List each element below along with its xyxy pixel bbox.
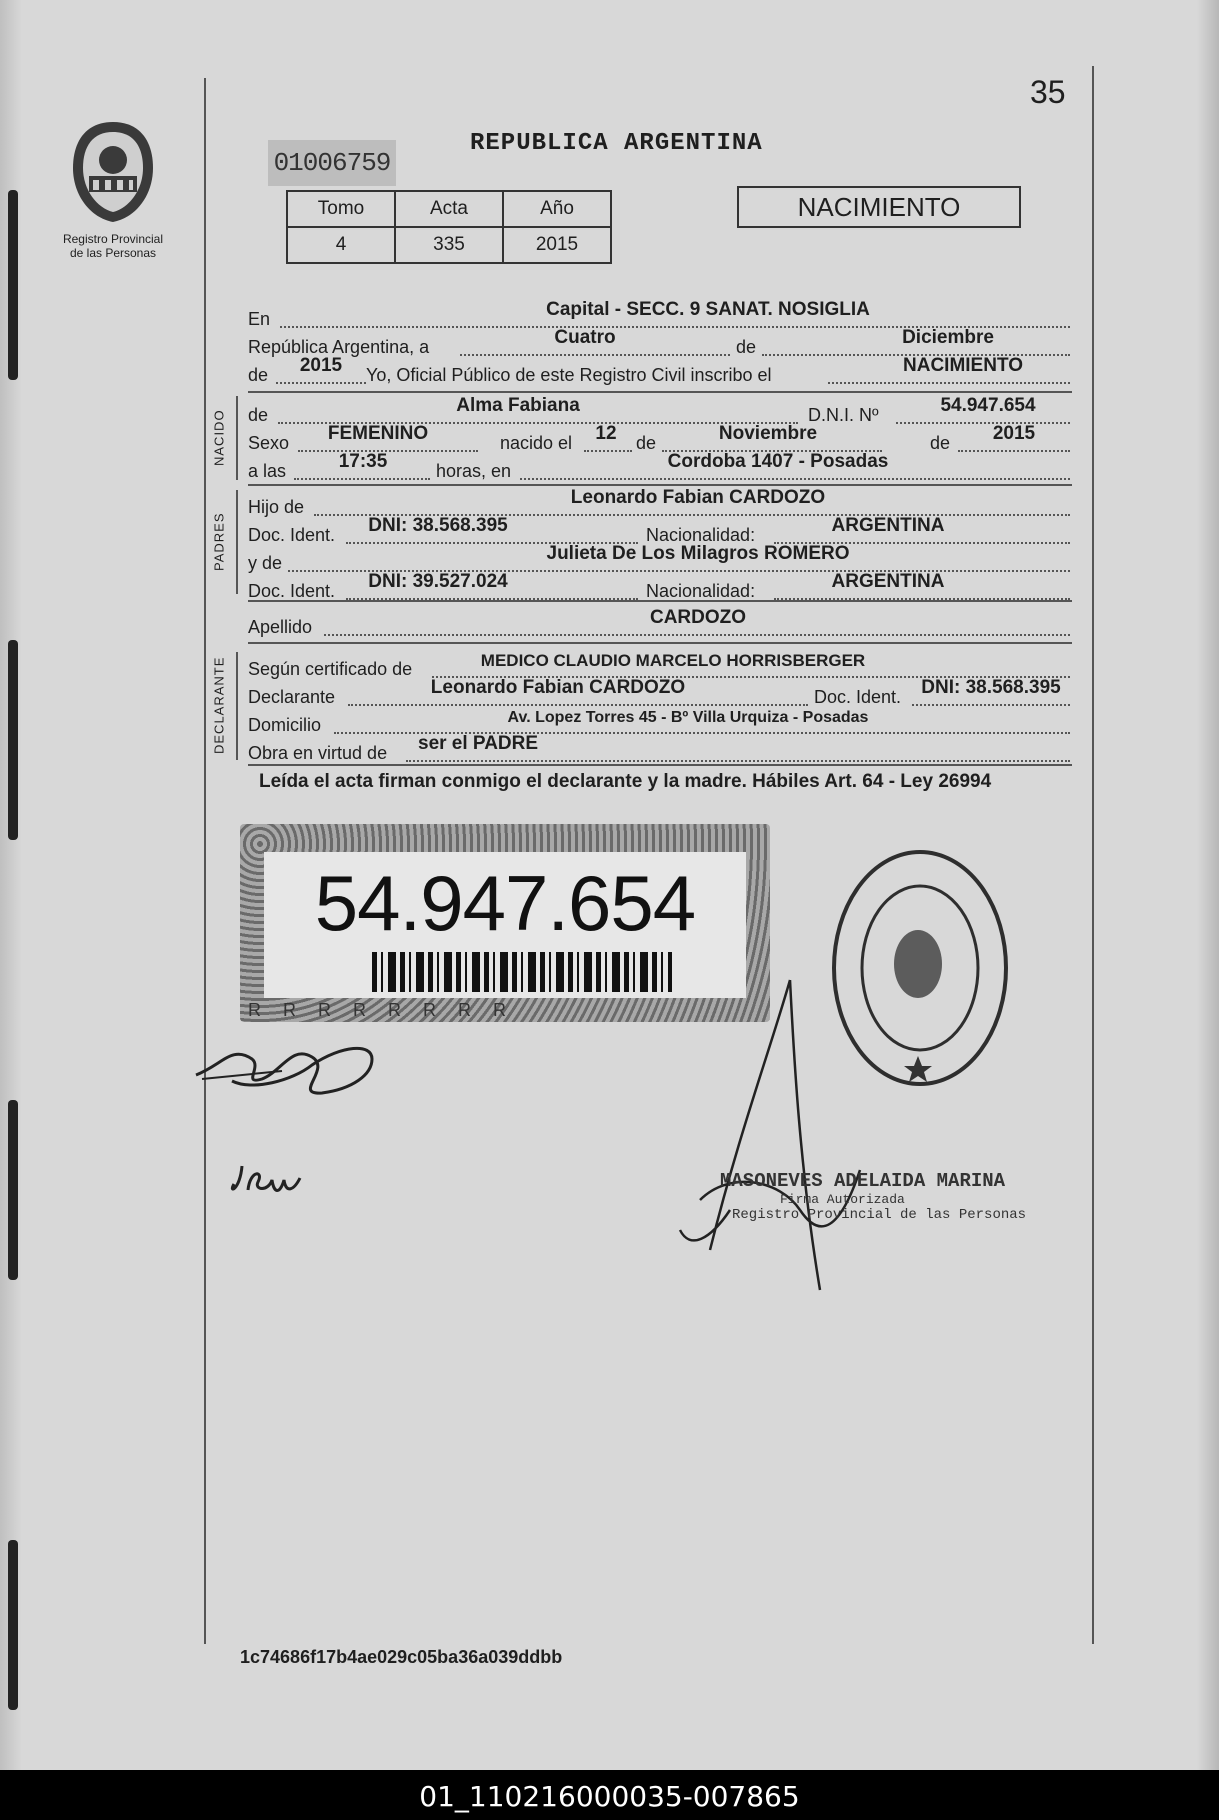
dni-label: D.N.I. Nº [808, 405, 879, 425]
footer-id: 01_110216000035-007865 [419, 1780, 800, 1813]
field-row-sex [248, 424, 1070, 454]
birth-year-value: 2015 [992, 423, 1036, 444]
page-number: 35 [1030, 74, 1066, 110]
official-stamp [720, 1170, 1026, 1223]
field-row-declarante [248, 678, 1070, 708]
page-edge [1197, 0, 1219, 1770]
left-margin-line [204, 78, 206, 1644]
nacionalidad-label: Nacionalidad: [646, 525, 756, 545]
section-bar [236, 652, 238, 760]
table-value-acta: 335 [395, 227, 503, 263]
father-nationality-value: ARGENTINA [831, 515, 945, 536]
section-label-nacido: NACIDO [211, 409, 227, 467]
republica-label: República Argentina, a [248, 337, 430, 357]
act-type-box: NACIMIENTO [737, 186, 1021, 228]
header-title: REPUBLICA ARGENTINA [470, 130, 763, 157]
father-doc-value: DNI: 38.568.395 [368, 515, 508, 536]
declarante-label: Declarante [248, 687, 336, 707]
binding-hole [8, 1100, 18, 1280]
section-divider [248, 600, 1072, 602]
official-firma: Firma Autorizada [780, 1192, 905, 1207]
field-row-certificado [248, 650, 1070, 680]
section-label-padres: PADRES [211, 512, 227, 572]
obra-label: Obra en virtud de [248, 743, 388, 763]
field-row-place [248, 300, 1070, 330]
mother-name-value: Julieta De Los Milagros ROMERO [546, 543, 850, 564]
apellido-value: CARDOZO [649, 607, 747, 628]
inscription-type-value: NACIMIENTO [903, 355, 1023, 376]
declarante-doc-value: DNI: 38.568.395 [921, 677, 1061, 698]
place-value: Capital - SECC. 9 SANAT. NOSIGLIA [546, 299, 870, 320]
section-divider [248, 764, 1072, 766]
birth-month-value: Noviembre [718, 423, 818, 444]
de-label-b: de [930, 433, 951, 453]
doc-ident-label: Doc. Ident. [248, 525, 336, 545]
field-row-mother [248, 544, 1070, 574]
field-row-mother-doc [248, 572, 1070, 602]
field-row-father [248, 488, 1070, 518]
doc-ident-label-2: Doc. Ident. [248, 581, 336, 601]
binding-hole [8, 1540, 18, 1710]
sex-value: FEMENINO [327, 423, 429, 444]
section-divider [248, 642, 1072, 644]
closing-text: Leída el acta firman conmigo el declarante y la madre. Hábiles Art. 64 - Ley 26994 [259, 771, 992, 792]
y-de-label: y de [248, 553, 283, 573]
oficial-text: Yo, Oficial Público de este Registro Civil inscribo el [366, 365, 772, 385]
section-bar [236, 490, 238, 594]
birth-place-value: Cordoba 1407 - Posadas [667, 451, 889, 472]
horas-en-label: horas, en [436, 461, 512, 481]
a-las-label: a las [248, 461, 287, 481]
domicilio-label: Domicilio [248, 715, 322, 735]
hijo-de-label: Hijo de [248, 497, 305, 517]
month-value: Diciembre [902, 327, 994, 348]
year-value: 2015 [299, 355, 343, 376]
document-hash: 1c74686f17b4ae029c05ba36a039ddbb [240, 1647, 563, 1667]
en-label: En [248, 309, 271, 329]
official-name: MASONEVES ADELAIDA MARINA [720, 1170, 1006, 1192]
certificado-label: Según certificado de [248, 659, 413, 679]
table-value-tomo: 4 [287, 227, 395, 263]
binding-hole [8, 640, 18, 840]
obra-value: ser el PADRE [418, 733, 539, 754]
initials-signature-icon [228, 1160, 318, 1200]
de-label-nacido: de [248, 405, 269, 425]
serial-number: 01006759 [268, 140, 396, 186]
table-header-anio: Año [503, 191, 611, 227]
nacido-el-label: nacido el [500, 433, 573, 453]
child-dni-value: 54.947.654 [940, 395, 1036, 416]
logo-caption-2: de las Personas [69, 246, 157, 260]
barcode-number: 54.947.654 [314, 859, 696, 947]
official-signature-icon [670, 970, 910, 1300]
declarante-name-value: Leonardo Fabian CARDOZO [430, 677, 686, 698]
table-header-tomo: Tomo [287, 191, 395, 227]
doc-ident-label-3: Doc. Ident. [814, 687, 902, 707]
logo-caption-1: Registro Provincial [62, 232, 164, 246]
de-label: de [736, 337, 757, 357]
barcode-icon [372, 952, 672, 992]
mother-doc-value: DNI: 39.527.024 [368, 571, 508, 592]
sexo-label: Sexo [248, 433, 290, 453]
registry-table [286, 190, 612, 264]
birth-time-value: 17:35 [338, 451, 388, 472]
right-margin-line [1092, 66, 1094, 1644]
father-name-value: Leonardo Fabian CARDOZO [570, 487, 826, 508]
domicilio-value: Av. Lopez Torres 45 - Bº Villa Urquiza - Posadas [507, 709, 869, 726]
field-row-oficial [248, 356, 1070, 386]
child-name-value: Alma Fabiana [456, 395, 580, 416]
day-value: Cuatro [554, 327, 616, 348]
nacionalidad-label-2: Nacionalidad: [646, 581, 756, 601]
field-row-name [248, 396, 1070, 426]
registry-logo [58, 118, 168, 260]
section-label-declarante: DECLARANTE [211, 656, 227, 754]
table-value-anio: 2015 [503, 227, 611, 263]
de-label-a: de [636, 433, 657, 453]
table-header-acta: Acta [395, 191, 503, 227]
field-row-date [248, 328, 1070, 358]
de-label-2: de [248, 365, 269, 385]
declarant-signature-icon [192, 1035, 382, 1105]
section-divider [248, 484, 1072, 486]
birth-day-value: 12 [595, 423, 617, 444]
official-registro: Registro Provincial de las Personas [732, 1207, 1027, 1223]
binding-hole [8, 190, 18, 380]
field-row-apellido [248, 608, 1070, 638]
certificado-value: MEDICO CLAUDIO MARCELO HORRISBERGER [480, 651, 866, 670]
section-bar [236, 396, 238, 480]
province-emblem-icon [69, 118, 157, 226]
apellido-label: Apellido [248, 617, 313, 637]
section-divider [248, 391, 1072, 393]
field-row-father-doc [248, 516, 1070, 546]
field-row-time-place [248, 452, 1070, 482]
field-row-obra [248, 734, 1070, 764]
field-row-domicilio [248, 706, 1070, 736]
barcode-strip: RRRRRRRR [248, 1000, 528, 1020]
mother-nationality-value: ARGENTINA [831, 571, 945, 592]
